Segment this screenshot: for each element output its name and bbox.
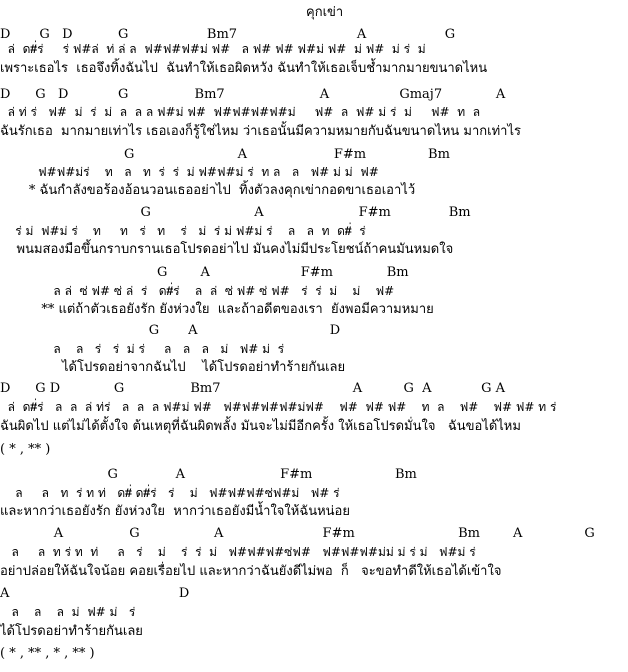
lyric-line: เพราะเธอไร เธอจึงทิ้งฉันไป ฉันทำให้เธอผิดหวัง ฉันทำให้เธอเจ็บช้ำมากมายขนาดไหน bbox=[0, 61, 488, 76]
note-line: ล่ ท่ ร่ ฟ# ม่ ร่ ม่ ล ล ล ฟ#ม่ ฟ# ฟ#ฟ#ฟ#ฟ#ม่ ฟ# ล ฟ# ม่ ร่ ม่ ฟ# ท ล bbox=[0, 105, 481, 119]
chord-line: G A F#m Bm bbox=[0, 147, 450, 162]
note-line: ล่ ด#่ร่ ร่ ฟ#ล่ ท่ ล่ ล ฟ#ฟ#ฟ#ม่ ฟ# ล ฟ# ฟ# ฟ#ม่ ฟ# ม่ ฟ# ม่ ร่ ม่ bbox=[0, 42, 426, 56]
note-line: ล ล ล ม่ ฟ# ม่ ร่ bbox=[0, 605, 136, 619]
lyric-line: พนมสองมือขึ้นกราบกรานเธอโปรดอย่าไป มันคงไม่มีประโยชน์ถ้าคนมันหมดใจ bbox=[0, 242, 454, 257]
note-line: ล ล ท ร่ ท ท่ ล ร่ ม่ ร่ ร่ ม่ ฟ#ฟ#ฟ#ซ่ฟ# ฟ#ฟ#ฟ#ม่ม่ ม่ ร่ ม่ ฟ#ม่ ร่ bbox=[0, 545, 476, 559]
repeat-marker: ( * , ** , * , ** ) bbox=[0, 646, 95, 661]
lyric-line: อย่าปล่อยให้ฉันใจน้อย คอยเรื่อยไป และหากว่าฉันยังดีไม่พอ ก็ จะขอทำดีให้เธอได้เข้าใจ bbox=[0, 564, 502, 579]
note-line: ล ล่ ซ่ ฟ# ซ่ ล่ ร่ ด#่ร่ ล ล่ ซ่ ฟ# ซ่ ฟ# ร่ ร่ ม่ ม่ ฟ# bbox=[0, 284, 395, 298]
lyric-line: และหากว่าเธอยังรัก ยังห่วงใย หากว่าเธอยังมีน้ำใจให้ฉันหน่อย bbox=[0, 504, 350, 519]
note-line: ร่ ม่ ฟ#ม่ ร่ ท ท ร่ ท ร่ ม่ ร่ ม่ ฟ#ม่ ร่ ล ล ท ด#่ ร่ bbox=[0, 224, 366, 238]
chord-line: A D bbox=[0, 586, 190, 601]
chord-line: D G D G Bm7 A G bbox=[0, 27, 456, 42]
lyric-line: ** แต่ถ้าตัวเธอยังรัก ยังห่วงใย และถ้าอดีตของเรา ยังพอมีความหมาย bbox=[0, 302, 434, 317]
song-title: คุกเข่า bbox=[306, 5, 344, 20]
chord-line: G A F#m Bm bbox=[0, 205, 471, 220]
chord-line: G A F#m Bm bbox=[0, 265, 409, 280]
note-line: ฟ#ฟ#ม่ร่ ท ล ท ร่ ร่ ม่ ฟ#ฟ#ม่ ร่ ท ล ล ฟ# ม่ ม่ ฟ# bbox=[0, 165, 379, 179]
chord-line: D G D G Bm7 A Gmaj7 A bbox=[0, 87, 506, 102]
lyric-line: * ฉันกำลังขอร้องอ้อนวอนเธออย่าไป ทิ้งตัวลงคุกเข่ากอดขาเธอเอาไว้ bbox=[0, 183, 416, 198]
note-line: ล่ ด#่ร่ ล ล ล่ ท่ร่ ล ล ล ฟ#ม่ ฟ# ฟ#ฟ#ฟ#ฟ#ม่ฟ# ฟ# ฟ# ฟ# ท ล ฟ# ฟ# ฟ# ท ร่ bbox=[0, 400, 557, 414]
chord-line: G A F#m Bm bbox=[0, 467, 417, 482]
lyric-line: ได้โปรดอย่าจากฉันไป ได้โปรดอย่าทำร้ายกันเลย bbox=[0, 360, 346, 375]
note-line: ล ล ร่ ร่ ม่ ร่ ล ล ล ม่ ฟ# ม่ ร่ bbox=[0, 342, 285, 356]
lyric-line: ได้โปรดอย่าทำร้ายกันเลย bbox=[0, 624, 143, 639]
lyric-line: ฉันรักเธอ มากมายเท่าไร เธอเองก็รู้ใช่ไหม ว่าเธอนั้นมีความหมายกับฉันขนาดไหน มากเท่าไร bbox=[0, 124, 521, 139]
chord-line: D G D G Bm7 A G A G A bbox=[0, 381, 506, 396]
note-line: ล ล ท ร่ ท ท่ ด#่ ด#่ร่ ร่ ม่ ฟ#ฟ#ฟ#ซ่ฟ#ม่ ฟ# ร่ bbox=[0, 486, 340, 500]
lyric-line: ฉันผิดไป แต่ไม่ได้ตั้งใจ ต้นเหตุที่ฉันผิดพลั้ง มันจะไม่มีอีกครั้ง ให้เธอโปรดมั่นใจ ฉันขอได้ไหม bbox=[0, 419, 521, 434]
chord-line: A G A F#m Bm A G bbox=[0, 526, 595, 541]
chord-line: G A D bbox=[0, 323, 341, 338]
repeat-marker: ( * , ** ) bbox=[0, 442, 51, 457]
